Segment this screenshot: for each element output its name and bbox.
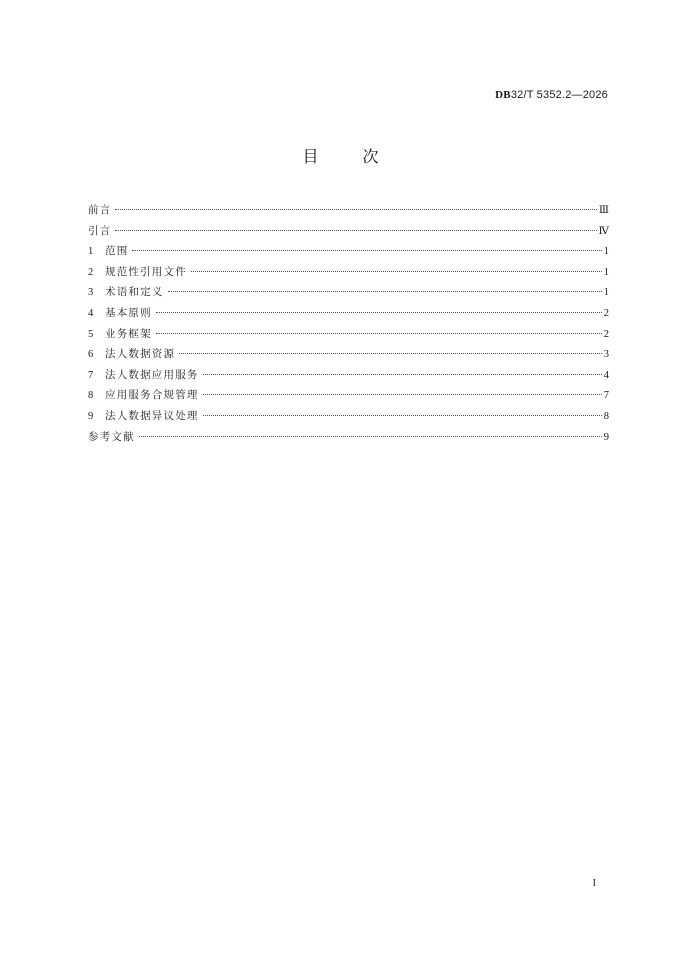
toc-title bbox=[0, 144, 681, 167]
toc-entry[interactable] bbox=[88, 262, 609, 283]
toc-list bbox=[88, 200, 609, 447]
toc-dot-leader bbox=[139, 434, 602, 437]
toc-entry-page: 3 bbox=[603, 349, 609, 361]
toc-entry-page: Ⅳ bbox=[598, 225, 609, 237]
toc-dot-leader bbox=[203, 413, 602, 416]
toc-entry[interactable] bbox=[88, 200, 609, 221]
toc-entry-page: 2 bbox=[603, 307, 609, 319]
toc-entry-page: 1 bbox=[603, 266, 609, 278]
page-number: I bbox=[592, 878, 596, 889]
toc-entry-label: 参考文献 bbox=[88, 430, 135, 443]
toc-dot-leader bbox=[115, 207, 596, 210]
toc-entry[interactable] bbox=[88, 385, 609, 406]
toc-entry-page: Ⅲ bbox=[598, 205, 609, 216]
standard-code-number: 32/T 5352.2—2026 bbox=[510, 89, 608, 101]
standard-code-prefix: DB bbox=[495, 89, 511, 101]
toc-dot-leader bbox=[203, 392, 602, 395]
toc-entry-label: 前言 bbox=[88, 204, 112, 216]
toc-entry-page: 7 bbox=[603, 390, 609, 402]
toc-entry-label: 应用服务合规管理 bbox=[105, 389, 199, 402]
toc-entry-number: 2 bbox=[88, 266, 94, 278]
toc-entry-page: 8 bbox=[603, 410, 609, 422]
standard-code bbox=[495, 88, 608, 101]
toc-entry-page: 9 bbox=[603, 431, 609, 443]
toc-entry[interactable] bbox=[88, 241, 609, 262]
toc-entry-number: 1 bbox=[88, 246, 94, 258]
toc-entry[interactable] bbox=[88, 406, 609, 427]
toc-entry-label: 规范性引用文件 bbox=[105, 265, 187, 278]
toc-entry-page: 4 bbox=[603, 369, 609, 381]
toc-entry-number: 3 bbox=[88, 287, 94, 299]
toc-dot-leader bbox=[115, 228, 596, 231]
toc-entry-label: 法人数据应用服务 bbox=[105, 368, 199, 381]
toc-dot-leader bbox=[179, 351, 602, 354]
toc-entry-page: 1 bbox=[603, 246, 609, 258]
toc-entry-number: 4 bbox=[88, 307, 94, 319]
toc-entry[interactable] bbox=[88, 303, 609, 324]
toc-dot-leader bbox=[156, 310, 602, 313]
toc-dot-leader bbox=[203, 372, 602, 375]
toc-dot-leader bbox=[168, 289, 602, 292]
toc-entry-label: 法人数据异议处理 bbox=[105, 409, 199, 422]
toc-entry-label: 基本原则 bbox=[105, 306, 152, 319]
toc-entry-label: 范围 bbox=[105, 245, 129, 258]
toc-dot-leader bbox=[191, 269, 602, 272]
toc-dot-leader bbox=[156, 331, 602, 334]
toc-entry-number: 9 bbox=[88, 410, 94, 422]
toc-title-char-2: 次 bbox=[362, 147, 379, 166]
toc-entry[interactable] bbox=[88, 221, 609, 242]
toc-entry[interactable] bbox=[88, 365, 609, 386]
toc-entry[interactable] bbox=[88, 427, 609, 448]
toc-entry[interactable] bbox=[88, 344, 609, 365]
toc-entry-number: 6 bbox=[88, 349, 94, 361]
toc-entry-page: 2 bbox=[603, 328, 609, 340]
toc-entry-label: 引言 bbox=[88, 224, 112, 237]
toc-entry[interactable] bbox=[88, 324, 609, 345]
toc-entry-label: 法人数据资源 bbox=[105, 348, 176, 361]
toc-entry-label: 术语和定义 bbox=[105, 286, 164, 299]
toc-dot-leader bbox=[132, 248, 601, 251]
toc-entry-number: 7 bbox=[88, 369, 94, 381]
toc-entry[interactable] bbox=[88, 282, 609, 303]
toc-entry-page: 1 bbox=[603, 287, 609, 299]
toc-entry-number: 8 bbox=[88, 390, 94, 402]
toc-entry-label: 业务框架 bbox=[105, 327, 152, 340]
toc-title-char-1: 目 bbox=[302, 147, 319, 166]
toc-entry-number: 5 bbox=[88, 328, 94, 340]
